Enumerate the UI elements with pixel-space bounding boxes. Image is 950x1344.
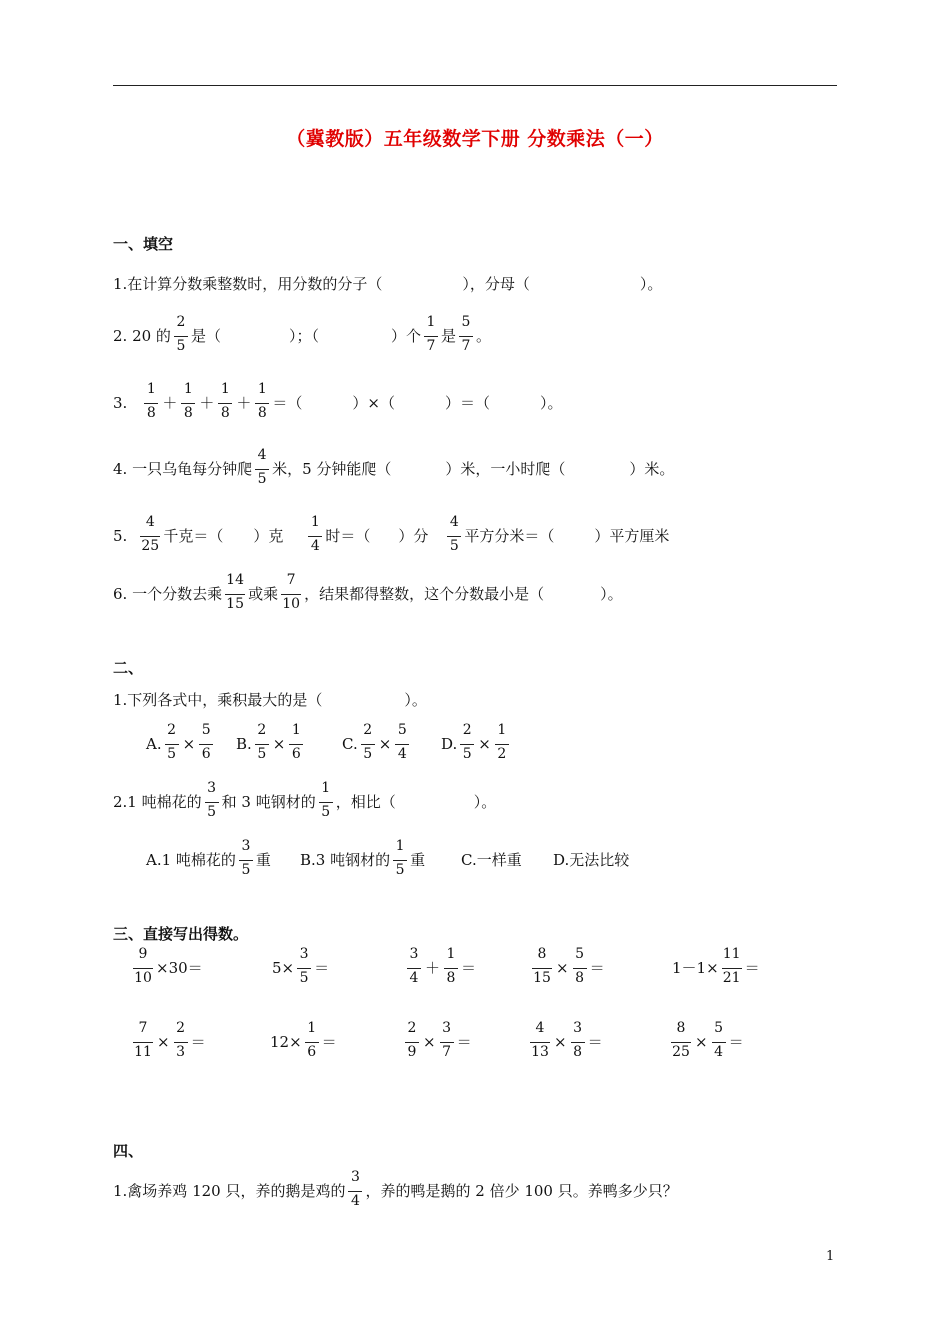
fraction [142, 381, 160, 421]
denominator: 6 [307, 1044, 317, 1060]
fraction [458, 722, 476, 762]
fraction [197, 722, 215, 762]
text-run: ＝ [190, 1033, 206, 1051]
denominator: 8 [146, 405, 156, 421]
fraction [163, 722, 181, 762]
text-run: B.3 吨钢材的 [300, 851, 391, 869]
numerator: 3 [409, 946, 419, 962]
numerator: 4 [145, 514, 155, 530]
fraction [295, 946, 313, 986]
q1-3-text-d: ）。 [539, 394, 563, 412]
q2-2-text-b: 和 3 吨钢材的 [221, 793, 316, 811]
operator: ＋ [199, 394, 215, 412]
denominator: 8 [220, 405, 230, 421]
text-run: ＝ [461, 959, 477, 977]
q2-2-option-c: C.一样重 [461, 851, 522, 869]
fraction-bar [144, 403, 158, 404]
section-2-heading: 二、 [113, 659, 144, 677]
denominator: 13 [531, 1044, 549, 1060]
fraction [359, 722, 377, 762]
q1-1-text-c: ）。 [639, 275, 663, 293]
fraction [438, 1020, 456, 1060]
fraction [317, 780, 335, 820]
fraction [287, 722, 305, 762]
q1-2-text-b: 是（ [190, 327, 221, 345]
fraction-bar [255, 403, 269, 404]
q2-1-option-b [236, 722, 306, 762]
fraction [279, 572, 303, 612]
numerator: 2 [462, 722, 472, 738]
fraction [530, 946, 554, 986]
fraction-bar [573, 968, 587, 969]
text-run: ＝ [456, 1033, 472, 1051]
denominator: 5 [462, 746, 472, 762]
numerator: 3 [299, 946, 309, 962]
page-title: （冀教版）五年级数学下册 分数乘法（一） [286, 128, 664, 150]
numerator: 11 [722, 946, 741, 962]
header-rule [113, 85, 837, 86]
operator: × [478, 735, 491, 753]
calc-1 [130, 946, 203, 986]
numerator: 2 [257, 722, 267, 738]
q1-2-text-e: 是 [440, 327, 456, 345]
numerator: 2 [176, 314, 186, 330]
q1-4-text-c: ）米，一小时爬（ [445, 460, 566, 478]
denominator: 5 [449, 538, 459, 554]
q2-1-text-b: ）。 [404, 691, 427, 709]
fraction [710, 1020, 728, 1060]
fraction-bar [530, 1042, 550, 1043]
denominator: 5 [241, 862, 251, 878]
fraction-bar [460, 744, 474, 745]
numerator: 1 [395, 838, 405, 854]
fraction [405, 946, 423, 986]
q1-5-text-b: 千克＝（ [163, 527, 224, 545]
fraction-bar [407, 968, 421, 969]
page-number: 1 [826, 1249, 835, 1264]
fraction [172, 1020, 190, 1060]
numerator: 1 [497, 722, 507, 738]
text-run: 重 [410, 851, 426, 869]
calc-8 [402, 1020, 472, 1060]
text-run: A. [146, 735, 162, 753]
fraction-bar [205, 802, 219, 803]
denominator: 4 [351, 1193, 360, 1209]
operator: × [378, 735, 392, 753]
fraction-bar [571, 1042, 585, 1043]
fraction [442, 946, 460, 986]
operator: × [695, 1033, 708, 1051]
fraction-bar [199, 744, 213, 745]
text-run: ＝ [589, 959, 605, 977]
numerator: 1 [257, 381, 267, 397]
fraction [306, 514, 324, 554]
denominator: 5 [321, 804, 331, 820]
denominator: 5 [395, 862, 405, 878]
q1-3-text-a: 3. [113, 394, 128, 412]
fraction-bar [348, 1191, 362, 1192]
q1-2-text-g: 。 [476, 327, 492, 345]
fraction-bar [308, 536, 322, 537]
q1-5-text-e: ）分 [398, 527, 429, 545]
text-run: 1－1× [672, 959, 719, 977]
q2-2-stem [113, 780, 497, 820]
q1-1-text-a: 1.在计算分数乘整数时，用分数的分子（ [113, 275, 383, 293]
text-run: A.1 吨棉花的 [146, 851, 236, 869]
operator: × [182, 735, 196, 753]
calc-2 [272, 946, 330, 986]
denominator: 3 [176, 1044, 186, 1060]
text-run: ＝ [744, 959, 760, 977]
q4-1 [113, 1169, 678, 1209]
q2-2-text-c: ，相比（ [335, 793, 396, 811]
q1-3-text-eq: ＝（ [272, 394, 303, 412]
numerator: 9 [138, 946, 148, 962]
q1-5-text-d: 时＝（ [325, 527, 371, 545]
calc-5 [672, 946, 760, 986]
numerator: 5 [461, 314, 471, 330]
fraction [172, 314, 190, 354]
fraction [179, 381, 197, 421]
q2-1-stem [113, 690, 427, 710]
fraction-bar [405, 1042, 419, 1043]
numerator: 8 [537, 946, 547, 962]
denominator: 6 [291, 746, 301, 762]
fraction-bar [395, 744, 409, 745]
denominator: 7 [442, 1044, 452, 1060]
q1-4-text-b: 米，5 分钟能爬（ [272, 460, 392, 478]
q1-1-text-b: ），分母（ [462, 275, 530, 293]
denominator: 8 [573, 1044, 583, 1060]
fraction [422, 314, 440, 354]
text-run: ＝ [728, 1033, 744, 1051]
numerator: 1 [146, 381, 156, 397]
numerator: 1 [220, 381, 230, 397]
q1-5-text-g: ）平方厘米 [594, 527, 670, 545]
operator: ＋ [425, 959, 441, 977]
q1-6-text-d: ）。 [600, 585, 623, 603]
q1-1 [113, 274, 662, 294]
fraction-bar [133, 1042, 153, 1043]
q1-6-text-b: 或乘 [248, 585, 279, 603]
q1-6-text-a: 6. 一个分数去乘 [113, 585, 223, 603]
denominator: 5 [299, 970, 309, 986]
fraction [445, 514, 463, 554]
denominator: 11 [134, 1044, 152, 1060]
text-run: B. [236, 735, 252, 753]
fraction [253, 722, 271, 762]
denominator: 8 [257, 405, 267, 421]
calc-7 [270, 1020, 337, 1060]
fraction [253, 447, 271, 487]
fraction [493, 722, 511, 762]
denominator: 8 [183, 405, 193, 421]
q2-2-option-b [300, 838, 426, 878]
fraction-bar [140, 536, 160, 537]
numerator: 5 [397, 722, 407, 738]
fraction-bar [255, 469, 269, 470]
fraction [203, 780, 221, 820]
section-4-heading: 四、 [113, 1142, 144, 1160]
q1-5-text-c: ）克 [253, 527, 284, 545]
q4-1-text-a: 1.禽场养鸡 120 只，养的鹅是鸡的 [113, 1182, 346, 1200]
numerator: 8 [676, 1020, 686, 1036]
denominator: 5 [176, 338, 186, 354]
numerator: 1 [183, 381, 193, 397]
q2-1-text-a: 1.下列各式中，乘积最大的是（ [113, 691, 323, 709]
text-run: ×30＝ [156, 959, 203, 977]
denominator: 15 [226, 596, 244, 612]
numerator: 4 [449, 514, 459, 530]
fraction [237, 838, 255, 878]
operator: × [272, 735, 286, 753]
numerator: 2 [167, 722, 177, 738]
numerator: 1 [426, 314, 436, 330]
fraction [569, 1020, 587, 1060]
denominator: 7 [461, 338, 471, 354]
denominator: 10 [134, 970, 152, 986]
q2-2-text-d: ）。 [473, 793, 497, 811]
fraction-bar [289, 744, 303, 745]
q4-1-text-b: ，养的鸭是鹅的 2 倍少 100 只。养鸭多少只？ [365, 1182, 678, 1200]
numerator: 2 [407, 1020, 417, 1036]
q1-4-text-a: 4. 一只乌龟每分钟爬 [113, 460, 253, 478]
denominator: 5 [257, 746, 267, 762]
q2-2-text-a: 2.1 吨棉花的 [113, 793, 202, 811]
fraction-bar [297, 968, 311, 969]
calc-4 [529, 946, 605, 986]
text-run: 重 [255, 851, 271, 869]
q2-2-option-a [146, 838, 271, 878]
fraction [669, 1020, 693, 1060]
operator: × [556, 959, 569, 977]
fraction [131, 1020, 155, 1060]
calc-9 [527, 1020, 603, 1060]
numerator: 5 [201, 722, 211, 738]
text-run: 12× [270, 1033, 302, 1051]
numerator: 1 [446, 946, 456, 962]
denominator: 5 [257, 471, 267, 487]
numerator: 3 [207, 780, 217, 796]
q1-5 [113, 514, 670, 554]
q2-1-option-c [342, 722, 412, 762]
fraction-bar [225, 594, 245, 595]
q1-3-text-b: ）×（ [352, 394, 395, 412]
q1-4-text-d: ）米。 [629, 460, 675, 478]
q1-2-text-a: 2. 20 的 [113, 327, 171, 345]
q1-3 [113, 381, 563, 421]
fraction-bar [255, 744, 269, 745]
text-run: D. [441, 735, 458, 753]
numerator: 1 [307, 1020, 317, 1036]
fraction-bar [218, 403, 232, 404]
q1-2 [113, 314, 492, 354]
operator: ＋ [162, 394, 178, 412]
denominator: 6 [201, 746, 211, 762]
fraction-bar [495, 744, 509, 745]
text-run: C. [342, 735, 358, 753]
fraction [253, 381, 271, 421]
numerator: 1 [291, 722, 301, 738]
q1-6 [113, 572, 623, 612]
denominator: 8 [575, 970, 585, 986]
q1-6-text-c: ，结果都得整数，这个分数最小是（ [304, 585, 545, 603]
fraction [571, 946, 589, 986]
fraction-bar [712, 1042, 726, 1043]
denominator: 2 [497, 746, 507, 762]
fraction [457, 314, 475, 354]
denominator: 7 [426, 338, 436, 354]
numerator: 7 [286, 572, 296, 588]
numerator: 5 [575, 946, 585, 962]
denominator: 4 [310, 538, 320, 554]
fraction-bar [305, 1042, 319, 1043]
fraction-bar [165, 744, 179, 745]
denominator: 8 [446, 970, 456, 986]
operator: × [554, 1033, 567, 1051]
q1-4 [113, 447, 675, 487]
numerator: 3 [351, 1169, 360, 1185]
section-1-heading: 一、填空 [113, 235, 174, 253]
fraction [216, 381, 234, 421]
denominator: 4 [714, 1044, 724, 1060]
denominator: 4 [397, 746, 407, 762]
text-run: ＝ [587, 1033, 603, 1051]
denominator: 5 [363, 746, 373, 762]
fraction [528, 1020, 552, 1060]
fraction-bar [444, 968, 458, 969]
fraction-bar [532, 968, 552, 969]
calc-6 [130, 1020, 206, 1060]
numerator: 3 [442, 1020, 452, 1036]
section-3-heading: 三、直接写出得数。 [113, 925, 249, 943]
fraction-bar [133, 968, 153, 969]
denominator: 25 [672, 1044, 690, 1060]
fraction-bar [722, 968, 742, 969]
fraction-bar [440, 1042, 454, 1043]
fraction-bar [281, 594, 301, 595]
q1-2-text-c: ）；（ [288, 327, 319, 345]
numerator: 4 [257, 447, 267, 463]
fraction-bar [671, 1042, 691, 1043]
fraction [403, 1020, 421, 1060]
numerator: 5 [714, 1020, 724, 1036]
fraction [346, 1169, 364, 1209]
numerator: 1 [310, 514, 320, 530]
text-run: ＝ [321, 1033, 337, 1051]
q2-1-option-d [441, 722, 512, 762]
fraction [393, 722, 411, 762]
fraction [138, 514, 162, 554]
q1-5-text-a: 5. [113, 527, 128, 545]
text-run: 5× [272, 959, 295, 977]
operator: ＋ [236, 394, 252, 412]
operator: × [157, 1033, 170, 1051]
denominator: 25 [141, 538, 160, 554]
denominator: 9 [407, 1044, 417, 1060]
fraction [391, 838, 409, 878]
fraction-bar [459, 336, 473, 337]
fraction-bar [447, 536, 461, 537]
fraction-bar [174, 1042, 188, 1043]
fraction [303, 1020, 321, 1060]
denominator: 21 [722, 970, 741, 986]
q1-5-text-f: 平方分米＝（ [464, 527, 555, 545]
numerator: 2 [363, 722, 373, 738]
calc-3 [404, 946, 477, 986]
denominator: 5 [207, 804, 217, 820]
text-run: ＝ [314, 959, 330, 977]
denominator: 15 [533, 970, 551, 986]
denominator: 4 [409, 970, 419, 986]
fraction-bar [181, 403, 195, 404]
numerator: 3 [573, 1020, 583, 1036]
numerator: 7 [138, 1020, 148, 1036]
fraction [223, 572, 247, 612]
calc-10 [668, 1020, 744, 1060]
q2-1-option-a [146, 722, 216, 762]
numerator: 3 [241, 838, 251, 854]
q1-3-text-c: ）＝（ [444, 394, 490, 412]
fraction-bar [424, 336, 438, 337]
fraction-bar [174, 336, 188, 337]
fraction [720, 946, 744, 986]
numerator: 1 [321, 780, 331, 796]
numerator: 2 [176, 1020, 186, 1036]
denominator: 5 [167, 746, 177, 762]
q2-2-option-d: D.无法比较 [553, 851, 630, 869]
fraction-bar [361, 744, 375, 745]
numerator: 14 [226, 572, 244, 588]
q1-2-text-d: ）个 [390, 327, 421, 345]
denominator: 10 [282, 596, 301, 612]
fraction [131, 946, 155, 986]
operator: × [423, 1033, 436, 1051]
fraction-bar [393, 860, 407, 861]
fraction-bar [319, 802, 333, 803]
numerator: 4 [535, 1020, 545, 1036]
fraction-bar [239, 860, 253, 861]
